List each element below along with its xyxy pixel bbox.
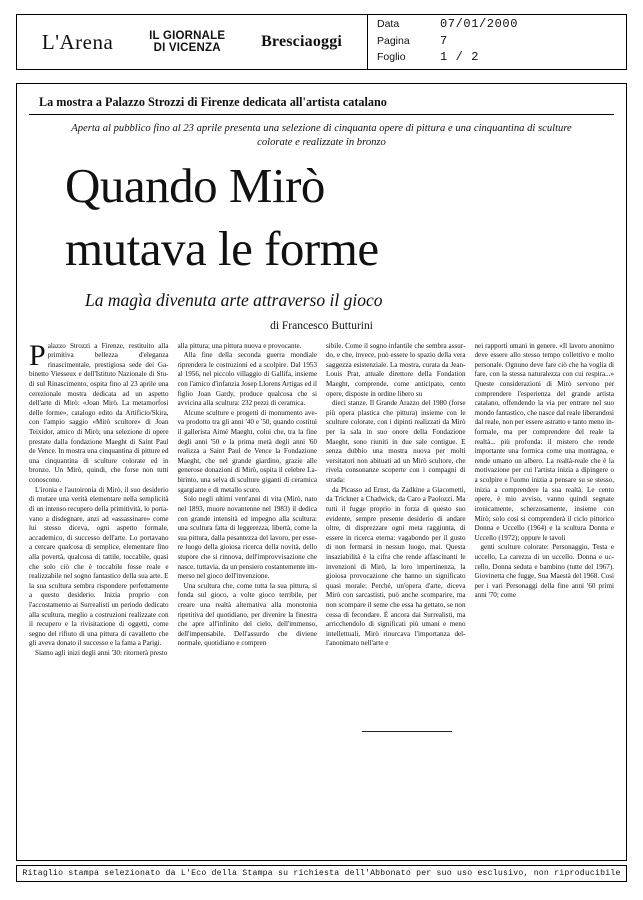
paragraph: genti sculture colorate: Personaggio, Testa e uccello, La carezza di un uccello. Donna e uccello, Donna seduta e bambino (tutte del 1967). Giovinetta che fugge, Sua Maestà del 1968. Così per i vari Personaggi della fine anni '60 primi anni '70; come — [474, 543, 614, 600]
article-clipping — [16, 83, 627, 861]
article-kicker: La mostra a Palazzo Strozzi di Firenze dedicata all'artista catalano — [29, 93, 614, 115]
meta-row-data — [368, 17, 626, 34]
meta-label-foglio: Foglio — [377, 51, 406, 64]
paragraph: L'ironia e l'autoironia di Mirò, il suo desiderio di mutare una verità elementare nella semplicità di un intenso recupero della primitività, lo portavano a disdegnare, anzi ad «assassinare» come lui stesso diceva, ogni aspetto formale, accademico, di successo dell'arte. Lo portavano a cercare qualcosa di semplice, elementare fino alla povertà, qualcosa di tattile, toccabile, quasi che solo ciò che è toccabile fosse reale e realizzabile nel sogno fantastico della sua arte. E la sua scultura sembra rispondere perfettamente a questo desiderio. Inizia proprio con l'accostamento ai Surrealisti un periodo dedicato alla scultura, meglio a costruzioni realizzate con il recupero e la rivisitazione di oggetti, come segno del rifiuto di una pittura di cavalletto che gli aveva donato il successo e la fama a Parigi. — [29, 485, 169, 648]
clipping-footer-notice: Ritaglio stampa selezionato da L'Eco della Stampa su richiesta dell'Abbonato per suo uso esclusivo, non riproducibile — [16, 865, 627, 882]
logo-il-giornale-di-vicenza — [149, 30, 225, 55]
meta-value-data: 07/01/2000 — [440, 17, 519, 31]
logo-line-1: IL GIORNALE — [149, 29, 226, 42]
masthead-logos — [17, 15, 367, 69]
article-column-2 — [178, 342, 318, 847]
article-subkicker: Aperta al pubblico fino al 23 aprile presenta una selezione di cinquanta opere di pittura e una cinquantina di sculture colorate e realizzate in bronzo — [71, 123, 572, 149]
logo-larena: L'Arena — [41, 29, 114, 54]
logo-bresciaoggi: Bresciaoggi — [261, 33, 343, 50]
article-column-1 — [29, 342, 169, 847]
article-body-columns — [29, 342, 614, 847]
paragraph: sibile. Come il sogno infantile che sembra assurdo, e che, invece, può essere lo spazio della vera saggezza esistenziale. La mostra, curata da Jean-Louis Prat, attuale direttore della Fondation Maeght, comprende, come anticipato, cento opere, disposte in ordine libero su — [326, 341, 466, 398]
article-deck: La magìa divenuta arte attraverso il gioco — [85, 289, 383, 310]
paragraph-text: alazzo Strozzi a Firenze, restituito alla primitiva bellezza d'eleganza rinascimentale, prestigiosa sede dei Gabinetto Viesseux e dell'Istituto Nazionale di Studi sul Rinascimento, ospita fino al 23 aprile una cerezionale mostra dedicata ad un aspetto dell'arte di Mirò: «Joan Mirò. La metamorfosi delle forme», catalogo edito da Artificio/Skira, con l'ampio saggio «Mirò scultore» di Joan Teixidor, amico di Mirò; una selezione di opere prestate dalla fondazione Maeght di Saint Paul de Vence. In mostra una cinquantina di pitture ed una cinquantina di sculture colorate ed in bronzo. Un Mirò, quindi, che forse non tutti conoscono. — [29, 341, 169, 485]
drop-cap: P — [29, 341, 46, 372]
meta-row-foglio — [368, 50, 626, 67]
masthead — [16, 14, 627, 70]
paragraph: Una scultura che, come tutta la sua pittura, si fonda sul gioco, a volte gioco terribile, per creare una realtà alternativa alla monotonia ripetitiva del quotidiano, per divenire la finestra che apre all'infinito del cielo, dell'immenso, dell'impensabile. Dell'assurdo che diviene normale, quotidiano e compren — [177, 581, 317, 648]
article-byline: di Francesco Butturini — [270, 319, 373, 332]
meta-label-data: Data — [377, 18, 400, 30]
headline-line-1: Quando Mirò — [65, 157, 325, 213]
meta-label-pagina: Pagina — [377, 34, 410, 47]
meta-row-pagina — [368, 34, 626, 51]
article-column-4 — [475, 342, 615, 847]
paragraph: da Picasso ad Ernst, da Zadkine a Giacometti, da Trickner a Chadwick, da Caro a Paolozzi. Ma tutti il fugge proprio in forza di questo suo evidente, sempre presente desiderio di andare oltre, di disprezzare ogni meta raggiunta, di essere in ricerca eterna: vagabondo per il gusto di non fermarsi in nessun luogo, mai. Questa insaziabilità è la cifra che rende affascinanti le invenzioni di Mirò, la loro impertinenza, la gioiosa provocazione che hanno un significato quasi morale: Perché, un'opera d'arte, diceva Mirò con sarcastisti, può anche scomparire, ma non scompare il seme che essa ha gettato, se non cessa di fecondare. È ancora dai Surrealisti, ma arricchendolo di significati più umani e meno intellettuali, Mirò rinurcava l'importanza dell'anonimato nell'arte e — [326, 485, 466, 648]
scan-strikethrough-mark — [362, 731, 452, 732]
article-column-3 — [326, 342, 466, 847]
paragraph: Alcune sculture e progetti di monumento aveva prodotto tra gli anni '40 e '50, quando costituì il gallerista Aimé Maeght, colui che, tra la fine degli anni '50 e la prima metà degli anni '60 realizza a Saint Paul de Vence la Fondazione Maeght, che nel grande giardino, grazie alle generose donazioni di Mirò, ospita il celebre Labirinto, una selva di sculture giganti di ceramica sgargiante e di metallo scuro. — [177, 408, 317, 494]
masthead-meta — [367, 15, 626, 69]
paragraph: Solo negli ultimi vent'anni di vita (Mirò, nato nel 1893, muore novantenne nel 1983) il dedica con grande intensità ed impegno alla scultura: una scultura fatta di leggerezza, libertà, come la sua pittura, dalla pesantezza del lavoro, per essere luogo della gioiosa ricerca della novità, dello stupore che si rinnova, dell'improvvisazione che nasce, tuttavia, da un pensiero costantemente immerso nel gioco dell'invenzione. — [177, 495, 317, 581]
paragraph: nei rapporti umani in genere. «Il lavoro anonimo deve essere allo stesso tempo collettivo e molto personale. Ognuno deve fare ciò che ha voglia di fare, con la stessa naturalezza con cui respira...» Queste considerazioni di Mirò servono per comprendere l'esperienza del grande artista catalano, offendendo la via per entrare nel suo mondo fantastico, che nasce dal reale liberandosi dal reale, non per essere astratto e tanto meno informale, ma per comprendere del reale la realtà... più profonda: il mistero che rende importante una formica come una montagna, e rende umano un albero. La realtà-reale che è la motivazione per cui l'artista inizia a dipingere o a scolpire e l'uomo inizia a pensare su se stesso, inizia a comprendere la sua realtà. Le cento opere, è mio avviso, vanno quindi segnate ironicamente, scherzosamente, insieme con Mirò; solo così si comprenderà il ciclo pittorico Donna e Uccello (1964) e la scultura Donna e Uccello (1972); oppure le tavoli — [474, 341, 614, 542]
paragraph — [29, 342, 169, 486]
article-headline — [29, 155, 614, 274]
paragraph: dieci stanze. Il Grande Arazzo del 1980 (forse più opera plastica che pittura) insieme con le sculture colorate, con i dipinti realizzati da Mirò per la sala in suo onore della Fondazione Maeght, sono riuniti in due sale contigue. E senza dubbio una mostra nuova per molti versitatori non abituati ad un Mirò scultore, che rivela consonanze scoperte con i compagni di strada: — [326, 399, 466, 485]
headline-line-2: mutava le forme — [65, 220, 379, 276]
logo-line-2: DI VICENZA — [153, 42, 221, 54]
meta-value-pagina: 7 — [440, 33, 448, 48]
meta-value-foglio: 1 / 2 — [440, 50, 480, 65]
paragraph: Alla fine della seconda guerra mondiale riprendera le costruzioni ed a scolpire. Dal 1953 al 1956, nel piccolo villaggio di Gallifa, insieme con l'amico d'infanzia Josep Llorens Artigas ed il figlio Joan Gardy, produce qualcosa che si avvicina alla scultura: 232 pezzi di ceramica. — [177, 351, 317, 408]
paragraph: Siamo agli inizi degli anni '30: ritornerà presto — [35, 649, 168, 658]
paragraph: alla pittura; una pittura nuova e provocante. — [177, 341, 302, 350]
